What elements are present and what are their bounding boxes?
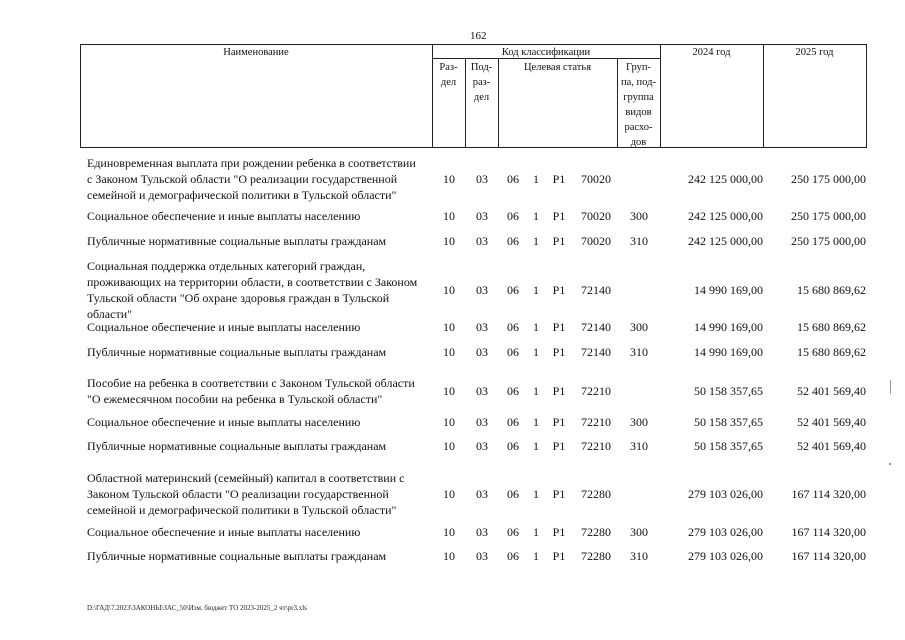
cell-cs4: 72280 [581, 487, 611, 501]
cell-podrazdel: 03 [476, 172, 488, 186]
cell-cs2: 1 [533, 209, 539, 223]
cell-vid: 310 [630, 549, 648, 563]
cell-amount-2024: 242 125 000,00 [688, 209, 763, 223]
cell-cs2: 1 [533, 487, 539, 501]
cell-cs4: 72140 [581, 283, 611, 297]
cell-podrazdel: 03 [476, 415, 488, 429]
cell-cs1: 06 [507, 549, 519, 563]
header-bottom-rule [80, 147, 867, 148]
cell-cs4: 72210 [581, 384, 611, 398]
cell-cs4: 72210 [581, 439, 611, 453]
cell-cs2: 1 [533, 172, 539, 186]
cell-cs2: 1 [533, 283, 539, 297]
cell-cs4: 70020 [581, 172, 611, 186]
cell-cs1: 06 [507, 384, 519, 398]
cell-cs2: 1 [533, 345, 539, 359]
cell-cs4: 72140 [581, 345, 611, 359]
row-name: Публичные нормативные социальные выплаты гражданам [87, 234, 387, 248]
cell-amount-2025: 250 175 000,00 [791, 234, 866, 248]
cell-cs3: P1 [552, 345, 566, 359]
cell-cs1: 06 [507, 415, 519, 429]
cell-cs3: P1 [552, 234, 566, 248]
cell-amount-2025: 52 401 569,40 [797, 384, 866, 398]
cell-vid: 300 [630, 415, 648, 429]
cell-cs3: P1 [552, 487, 566, 501]
margin-mark [890, 380, 891, 394]
header-name: Наименование [223, 47, 289, 58]
cell-podrazdel: 03 [476, 345, 488, 359]
cell-podrazdel: 03 [476, 487, 488, 501]
row-name: Социальное обеспечение и иные выплаты населению [87, 209, 361, 223]
row-name: Единовременная выплата при рождении ребенка в соответствии с Законом Тульской области "О реализации государственной семейной и демографической политики в Тульской области" [87, 156, 416, 202]
cell-amount-2024: 50 158 357,65 [694, 439, 763, 453]
cell-cs1: 06 [507, 439, 519, 453]
cell-amount-2024: 14 990 169,00 [694, 283, 763, 297]
cell-amount-2024: 279 103 026,00 [688, 487, 763, 501]
cell-amount-2024: 14 990 169,00 [694, 345, 763, 359]
cell-cs2: 1 [533, 439, 539, 453]
cell-cs1: 06 [507, 234, 519, 248]
row-name: Социальная поддержка отдельных категорий граждан, проживающих на территории области, в соответствии с Законом Тульской области "Об охране здоровья граждан в Тульской области" [87, 259, 418, 321]
cell-cs4: 70020 [581, 209, 611, 223]
cell-cs2: 1 [533, 525, 539, 539]
cell-cs1: 06 [507, 525, 519, 539]
cell-cs4: 72140 [581, 320, 611, 334]
cell-razdel: 10 [443, 320, 455, 334]
cell-cs4: 72210 [581, 415, 611, 429]
cell-cs3: P1 [552, 439, 566, 453]
cell-amount-2024: 50 158 357,65 [694, 415, 763, 429]
cell-amount-2024: 242 125 000,00 [688, 172, 763, 186]
cell-amount-2025: 15 680 869,62 [797, 320, 866, 334]
cell-cs2: 1 [533, 320, 539, 334]
header-section: Раз- дел [439, 62, 458, 88]
cell-vid: 300 [630, 320, 648, 334]
cell-razdel: 10 [443, 209, 455, 223]
cell-amount-2024: 279 103 026,00 [688, 549, 763, 563]
cell-razdel: 10 [443, 415, 455, 429]
margin-dot [889, 463, 891, 465]
cell-amount-2024: 242 125 000,00 [688, 234, 763, 248]
cell-cs2: 1 [533, 549, 539, 563]
cell-razdel: 10 [443, 487, 455, 501]
cell-amount-2024: 50 158 357,65 [694, 384, 763, 398]
row-name: Социальное обеспечение и иные выплаты населению [87, 320, 361, 334]
cell-cs3: P1 [552, 384, 566, 398]
cell-cs3: P1 [552, 209, 566, 223]
cell-amount-2025: 250 175 000,00 [791, 209, 866, 223]
cell-amount-2025: 52 401 569,40 [797, 439, 866, 453]
cell-podrazdel: 03 [476, 234, 488, 248]
row-name: Социальное обеспечение и иные выплаты населению [87, 525, 361, 539]
file-path-footer: D:\ГАД\7.2023\ЗАКОНЫ\ЗАС_50\Изм. бюджет ТО 2023-2025_2 чт\pr3.xls [87, 604, 307, 612]
header-target-article: Целевая статья [523, 62, 592, 73]
cell-razdel: 10 [443, 439, 455, 453]
row-name: Публичные нормативные социальные выплаты гражданам [87, 345, 387, 359]
cell-cs2: 1 [533, 415, 539, 429]
cell-vid: 300 [630, 209, 648, 223]
cell-cs1: 06 [507, 487, 519, 501]
cell-cs2: 1 [533, 384, 539, 398]
cell-cs3: P1 [552, 283, 566, 297]
cell-cs1: 06 [507, 283, 519, 297]
cell-podrazdel: 03 [476, 384, 488, 398]
cell-amount-2025: 167 114 320,00 [791, 487, 866, 501]
cell-amount-2025: 167 114 320,00 [791, 525, 866, 539]
cell-amount-2024: 14 990 169,00 [694, 320, 763, 334]
cell-razdel: 10 [443, 172, 455, 186]
row-name: Социальное обеспечение и иные выплаты населению [87, 415, 361, 429]
cell-cs3: P1 [552, 415, 566, 429]
row-name: Публичные нормативные социальные выплаты гражданам [87, 439, 387, 453]
cell-razdel: 10 [443, 234, 455, 248]
cell-amount-2025: 15 680 869,62 [797, 345, 866, 359]
cell-amount-2024: 279 103 026,00 [688, 525, 763, 539]
cell-cs4: 72280 [581, 525, 611, 539]
cell-podrazdel: 03 [476, 525, 488, 539]
table-header [80, 44, 867, 147]
cell-razdel: 10 [443, 283, 455, 297]
cell-podrazdel: 03 [476, 320, 488, 334]
col-rule [866, 44, 867, 147]
row-name: Публичные нормативные социальные выплаты гражданам [87, 549, 387, 563]
cell-vid: 310 [630, 234, 648, 248]
page-number: 162 [470, 30, 487, 42]
header-classification: Код классификации [501, 47, 591, 58]
row-name: Пособие на ребенка в соответствии с Законом Тульской области "О ежемесячном пособии на ребенка в Тульской области" [87, 376, 415, 406]
cell-amount-2025: 167 114 320,00 [791, 549, 866, 563]
cell-razdel: 10 [443, 525, 455, 539]
cell-cs1: 06 [507, 172, 519, 186]
cell-razdel: 10 [443, 345, 455, 359]
cell-cs2: 1 [533, 234, 539, 248]
cell-cs4: 72280 [581, 549, 611, 563]
row-name: Областной материнский (семейный) капитал в соответствии с Законом Тульской области "О реализации государственной семейной и демографической политики в Тульской области" [87, 471, 405, 517]
cell-cs3: P1 [552, 525, 566, 539]
cell-cs1: 06 [507, 320, 519, 334]
cell-podrazdel: 03 [476, 549, 488, 563]
cell-vid: 300 [630, 525, 648, 539]
cell-vid: 310 [630, 439, 648, 453]
cell-podrazdel: 03 [476, 439, 488, 453]
cell-amount-2025: 250 175 000,00 [791, 172, 866, 186]
cell-cs3: P1 [552, 549, 566, 563]
header-subsection: Под- раз- дел [470, 62, 493, 103]
cell-podrazdel: 03 [476, 283, 488, 297]
header-year-2025: 2025 год [795, 47, 834, 58]
cell-cs3: P1 [552, 320, 566, 334]
cell-amount-2025: 15 680 869,62 [797, 283, 866, 297]
cell-cs1: 06 [507, 209, 519, 223]
cell-amount-2025: 52 401 569,40 [797, 415, 866, 429]
cell-vid: 310 [630, 345, 648, 359]
cell-razdel: 10 [443, 384, 455, 398]
header-year-2024: 2024 год [692, 47, 731, 58]
cell-cs4: 70020 [581, 234, 611, 248]
cell-cs3: P1 [552, 172, 566, 186]
cell-razdel: 10 [443, 549, 455, 563]
cell-cs1: 06 [507, 345, 519, 359]
header-expense-group: Груп- па, под- группа видов расхо- дов [621, 62, 656, 148]
cell-podrazdel: 03 [476, 209, 488, 223]
